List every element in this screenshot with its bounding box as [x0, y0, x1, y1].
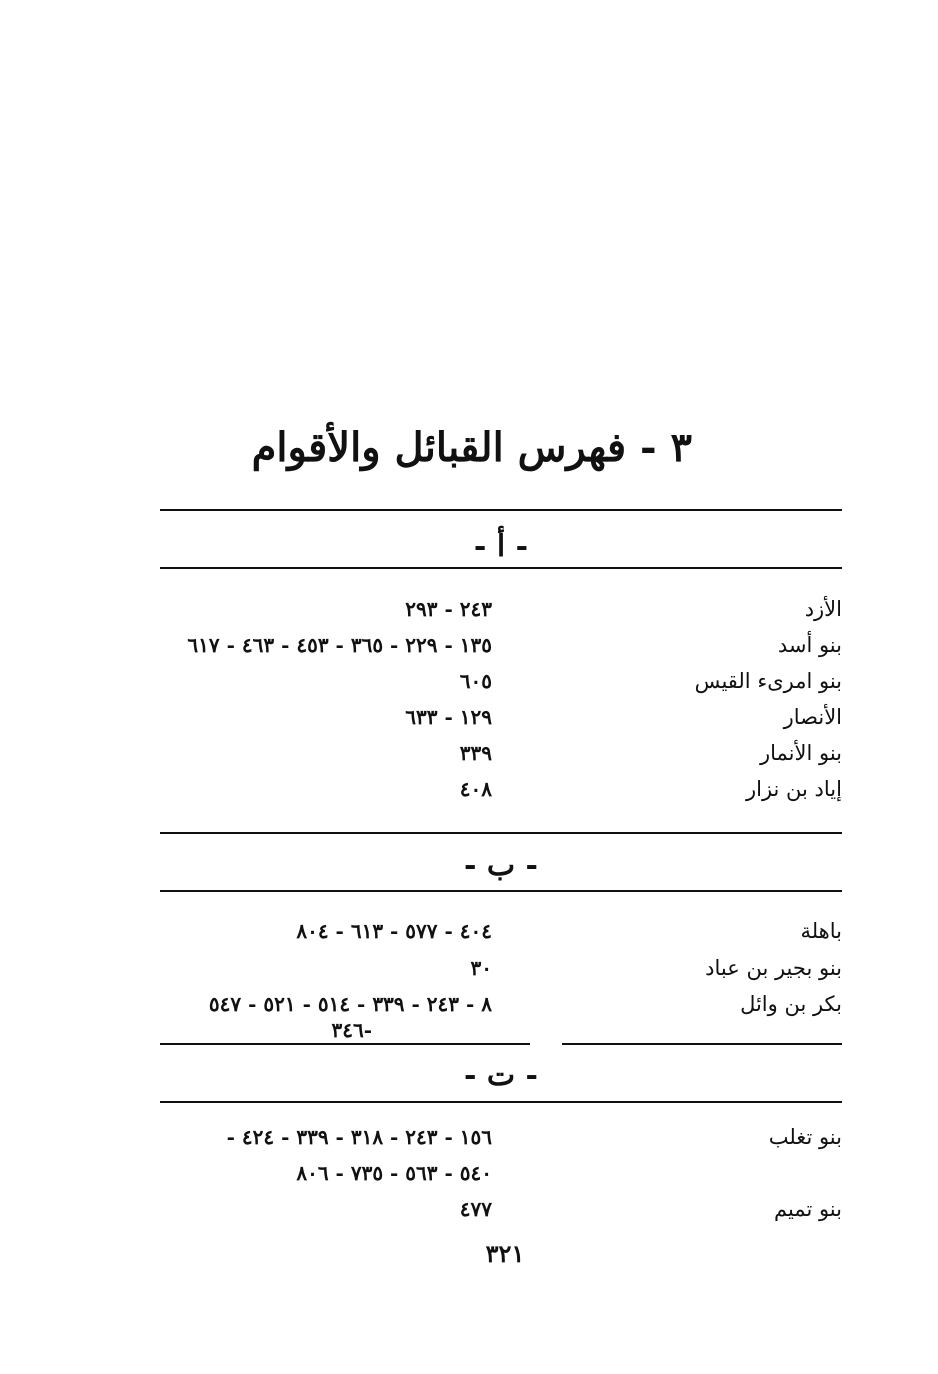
tribe-name: بنو تميم [773, 1197, 842, 1221]
page-refs: ٤٧٧ [459, 1197, 492, 1221]
page-refs: ٨ - ٢٤٣ - ٣٣٩ - ٥١٤ - ٥٢١ - ٥٤٧ [208, 992, 492, 1016]
page-refs-continued: -٣٤٦ [331, 1018, 372, 1042]
section-letter-alif: - أ - [473, 529, 529, 564]
page-refs-continued: ٥٤٠ - ٥٦٣ - ٧٣٥ - ٨٠٦ [296, 1161, 492, 1185]
page-refs: ٣٣٩ [459, 741, 492, 765]
page-refs: ٢٤٣ - ٢٩٣ [405, 597, 492, 621]
section-rule-bottom [160, 567, 842, 569]
section-rule-top [562, 1043, 842, 1045]
tribe-name: بنو بجير بن عباد [705, 956, 842, 980]
list-item [160, 700, 842, 734]
list-item [160, 628, 842, 662]
section-rule-bottom [160, 1101, 842, 1103]
tribe-name: بنو تغلب [768, 1125, 842, 1149]
list-item [160, 736, 842, 770]
tribe-name: الأنصار [783, 705, 842, 729]
list-item [160, 592, 842, 626]
page-refs: ١٥٦ - ٢٤٣ - ٣١٨ - ٣٣٩ - ٤٢٤ - [226, 1125, 492, 1149]
list-item [160, 1120, 842, 1192]
tribe-name: إياد بن نزار [745, 777, 842, 801]
section-rule-top [160, 509, 842, 511]
page-title: ٣ - فهرس القبائل والأقوام [251, 424, 692, 471]
tribe-name: بنو الأنمار [759, 741, 842, 765]
tribe-name: الأزد [804, 597, 842, 621]
page-refs: ٤٠٨ [459, 777, 492, 801]
tribe-name: بكر بن وائل [740, 992, 842, 1016]
page-refs: ١٣٥ - ٢٢٩ - ٣٦٥ - ٤٥٣ - ٤٦٣ - ٦١٧ [187, 633, 492, 657]
page-refs: ٤٠٤ - ٥٧٧ - ٦١٣ - ٨٠٤ [296, 919, 492, 943]
section-letter-ta: - ت - [463, 1058, 539, 1093]
list-item [160, 772, 842, 806]
list-item [160, 914, 842, 948]
section-letter-ba: - ب - [463, 848, 539, 883]
tribe-name: باهلة [800, 919, 842, 943]
list-item [160, 664, 842, 698]
tribe-name: بنو أسد [777, 633, 842, 657]
page-refs: ٦٠٥ [459, 669, 492, 693]
page-refs: ١٢٩ - ٦٣٣ [405, 705, 492, 729]
list-item [160, 951, 842, 985]
page-number: ٣٢١ [485, 1239, 525, 1268]
list-item [160, 1192, 842, 1226]
section-rule-bottom [160, 890, 842, 892]
section-rule-top [160, 1043, 530, 1045]
list-item [160, 987, 842, 1043]
page-refs: ٣٠ [470, 956, 492, 980]
section-rule-top [160, 832, 842, 834]
tribe-name: بنو امرىء القيس [694, 669, 842, 693]
